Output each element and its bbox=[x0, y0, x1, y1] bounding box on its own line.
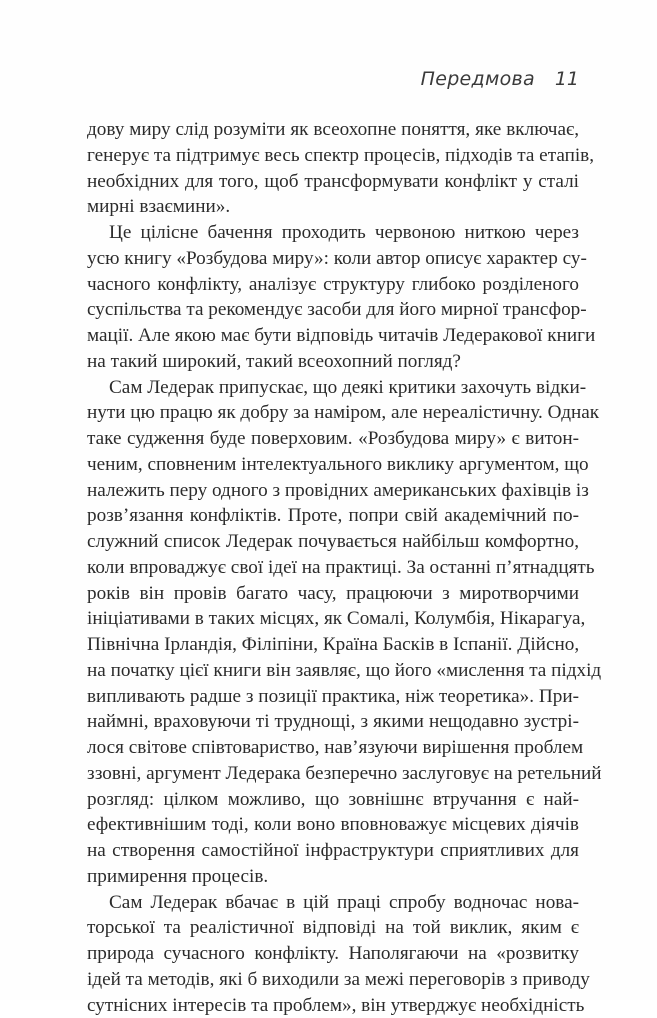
running-head bbox=[0, 68, 657, 98]
text-line: на такий широкий, такий всеохопний погляд? bbox=[87, 349, 579, 375]
text-line: мації. Але якою має бути відповідь читачів Ледеракової книги bbox=[87, 323, 579, 349]
paragraph bbox=[87, 117, 579, 220]
text-line: років він провів багато часу, працюючи з миротворчими bbox=[87, 581, 579, 607]
text-line: наймні, враховуючи ті труднощі, з якими нещодавно зустрі- bbox=[87, 709, 579, 735]
text-line: суспільства та рекомендує засоби для його мирної трансфор- bbox=[87, 297, 579, 323]
text-line: ззовні, аргумент Ледерака безперечно заслуговує на ретельний bbox=[87, 761, 579, 787]
text-line: таке судження буде поверховим. «Розбудова миру» є витон- bbox=[87, 426, 579, 452]
page-number: 11 bbox=[555, 68, 579, 90]
text-line: на створення самостійної інфраструктури сприятливих для bbox=[87, 838, 579, 864]
text-line: торської та реалістичної відповіді на той виклик, яким є bbox=[87, 915, 579, 941]
text-line: належить перу одного з провідних американських фахівців із bbox=[87, 478, 579, 504]
text-line: нути цю працю як добру за наміром, але нереалістичну. Однак bbox=[87, 400, 579, 426]
text-line: коли впроваджує свої ідеї на практиці. За останні п’ятнадцять bbox=[87, 555, 579, 581]
text-line: сутнісних інтересів та проблем», він утверджує необхідність bbox=[87, 993, 579, 1018]
text-line: ініціативами в таких місцях, як Сомалі, Колумбія, Нікарагуа, bbox=[87, 606, 579, 632]
paragraph bbox=[87, 375, 579, 890]
text-line: природа сучасного конфлікту. Наполягаючи на «розвитку bbox=[87, 941, 579, 967]
text-line: ідей та методів, які б виходили за межі переговорів з приводу bbox=[87, 967, 579, 993]
text-line: лося світове співтовариство, нав’язуючи вирішення проблем bbox=[87, 735, 579, 761]
text-line: на початку цієї книги він заявляє, що його «мислення та підхід bbox=[87, 658, 579, 684]
text-line: часного конфлікту, аналізує структуру глибоко розділеного bbox=[87, 272, 579, 298]
paragraph bbox=[87, 220, 579, 375]
paragraph bbox=[87, 890, 579, 1018]
text-line: мирні взаємини». bbox=[87, 194, 579, 220]
text-line: розв’язання конфліктів. Проте, попри свій академічний по- bbox=[87, 503, 579, 529]
text-line: дову миру слід розуміти як всеохопне поняття, яке включає, bbox=[87, 117, 579, 143]
text-line: генерує та підтримує весь спектр процесів, підходів та етапів, bbox=[87, 143, 579, 169]
text-line: примирення процесів. bbox=[87, 864, 579, 890]
text-line: Це цілісне бачення проходить червоною ниткою через bbox=[87, 220, 579, 246]
chapter-title: Передмова bbox=[421, 68, 535, 90]
text-line: Сам Ледерак вбачає в цій праці спробу водночас нова- bbox=[87, 890, 579, 916]
text-line: розгляд: цілком можливо, що зовнішнє втручання є най- bbox=[87, 787, 579, 813]
text-line: служний список Ледерак почувається найбільш комфортно, bbox=[87, 529, 579, 555]
text-line: необхідних для того, щоб трансформувати конфлікт у сталі bbox=[87, 169, 579, 195]
text-line: Сам Ледерак припускає, що деякі критики захочуть відки- bbox=[87, 375, 579, 401]
body-text bbox=[87, 117, 579, 1018]
text-line: випливають радше з позиції практика, ніж теоретика». При- bbox=[87, 684, 579, 710]
text-line: ченим, сповненим інтелектуального виклику аргументом, що bbox=[87, 452, 579, 478]
text-line: ефективнішим тоді, коли воно вповноважує місцевих діячів bbox=[87, 812, 579, 838]
text-line: Північна Ірландія, Філіпіни, Країна Басків в Іспанії. Дійсно, bbox=[87, 632, 579, 658]
text-line: усю книгу «Розбудова миру»: коли автор описує характер су- bbox=[87, 246, 579, 272]
